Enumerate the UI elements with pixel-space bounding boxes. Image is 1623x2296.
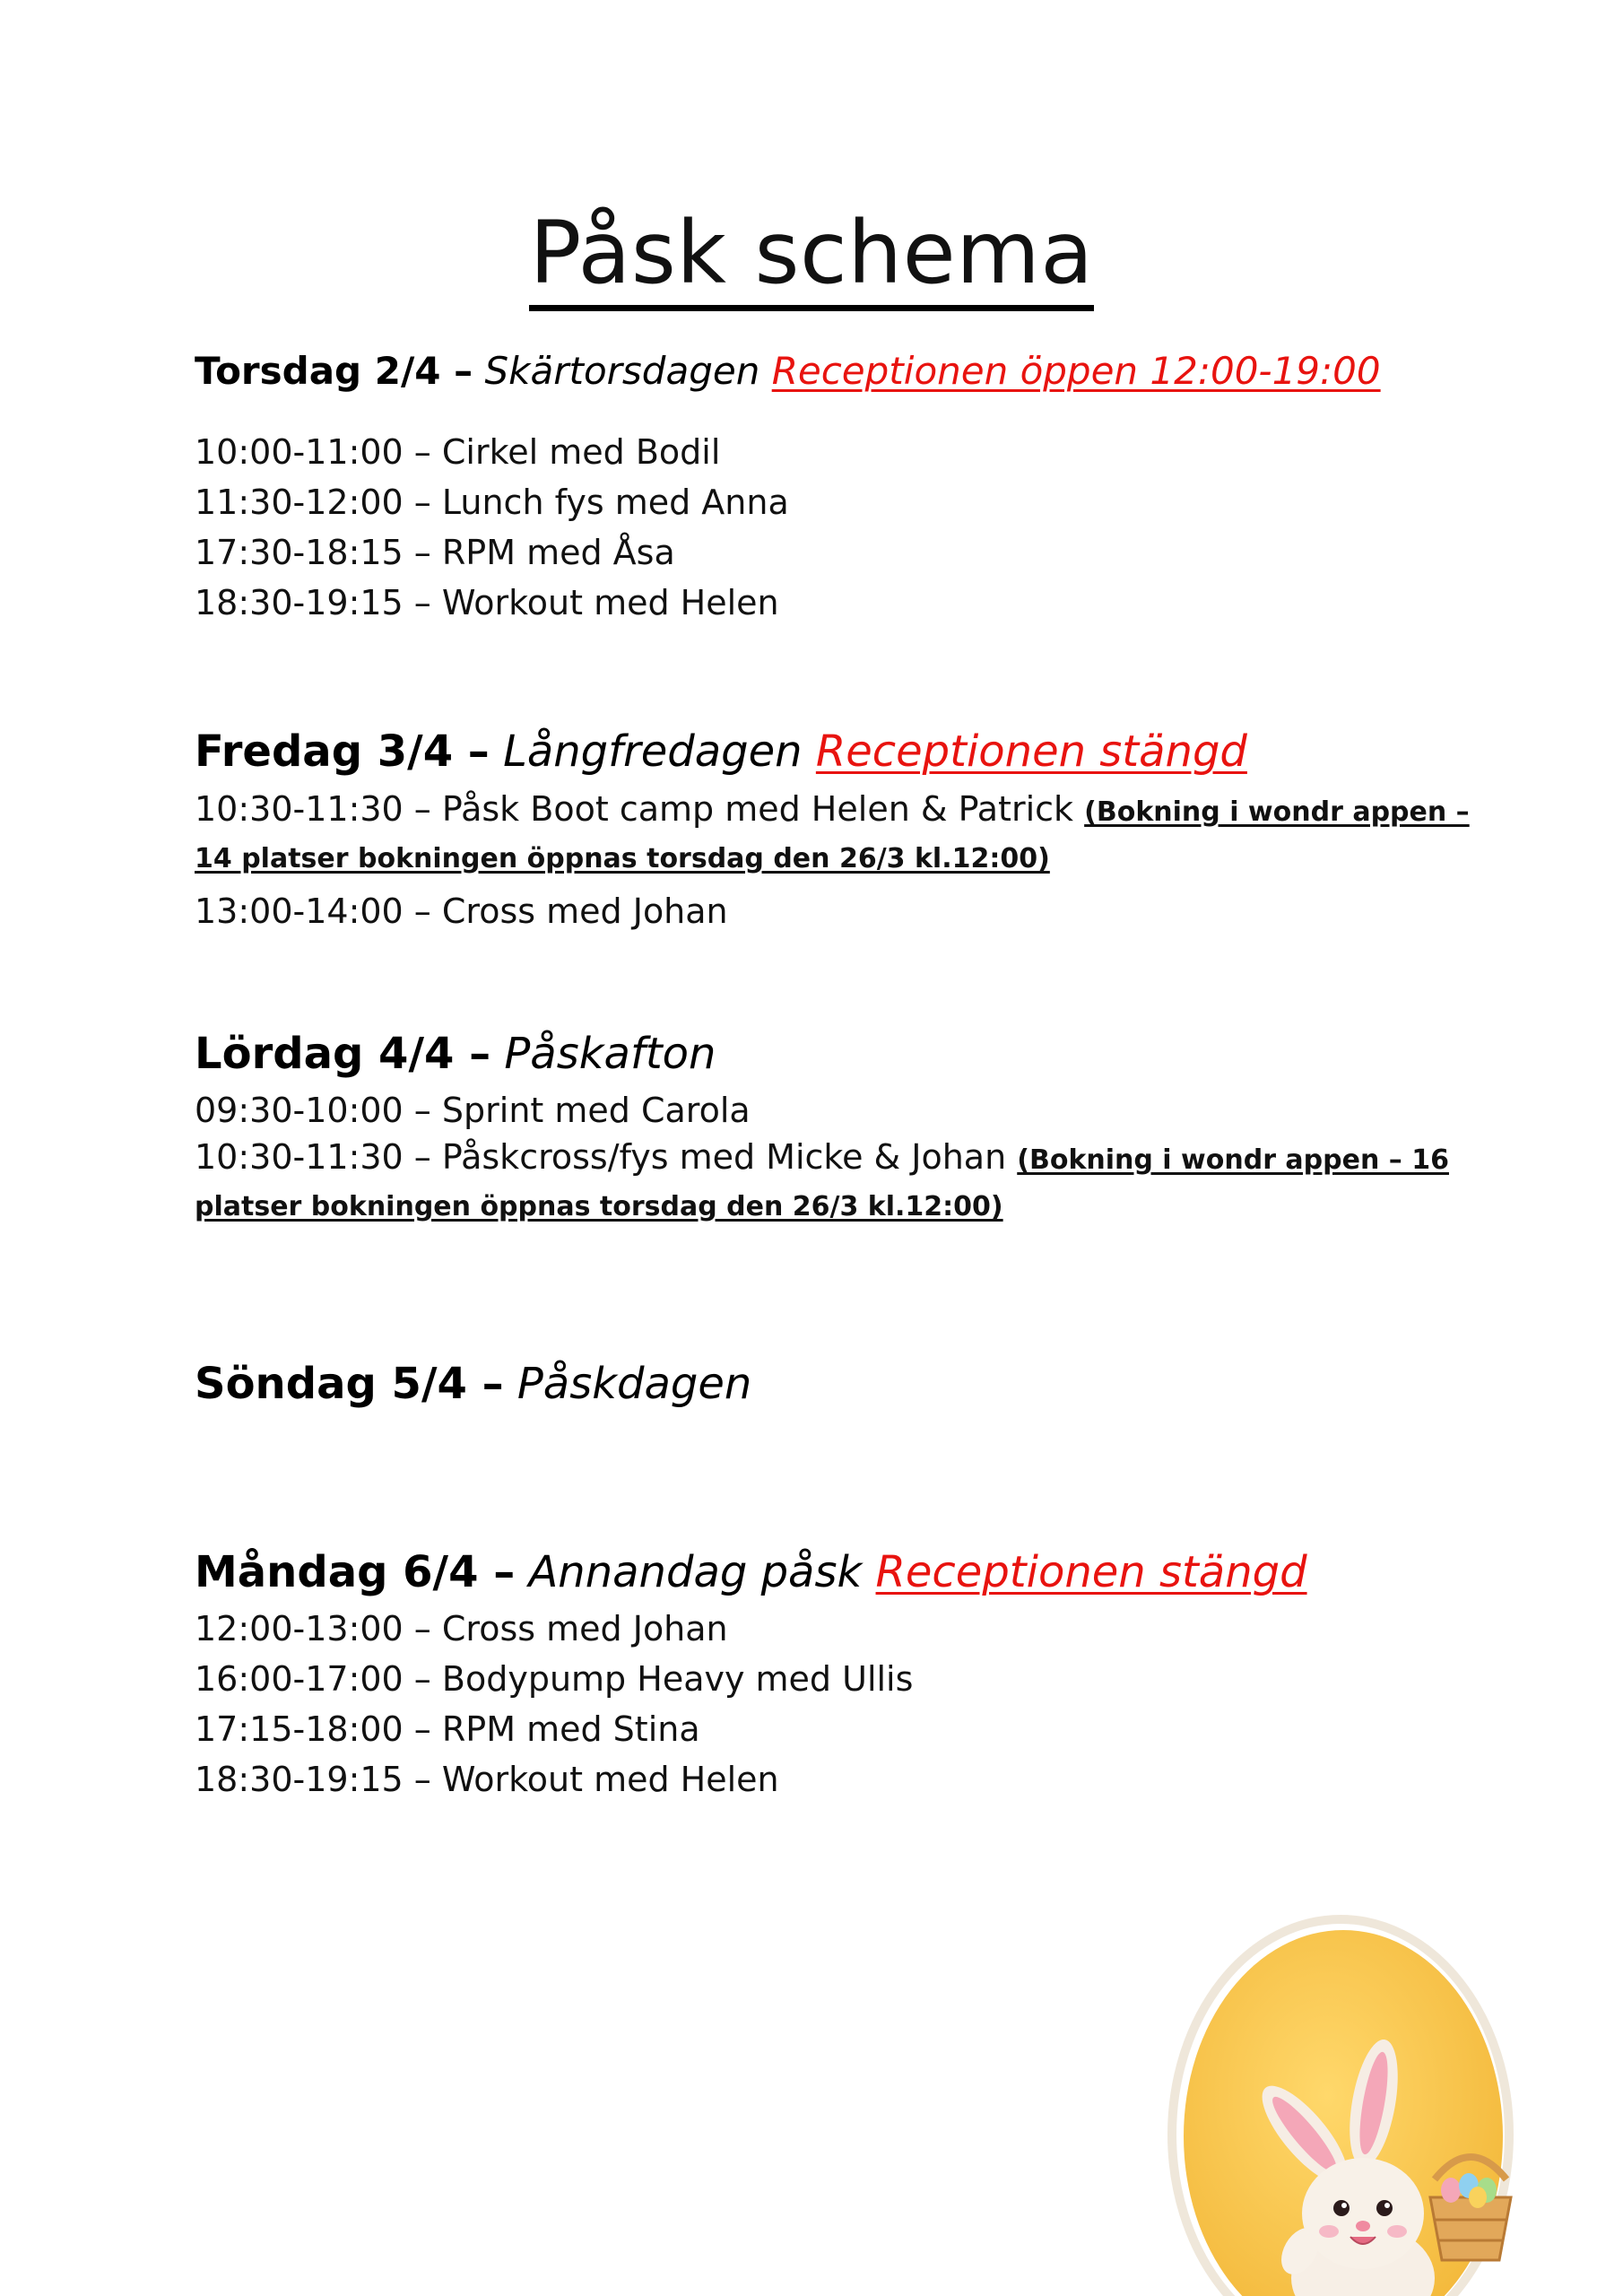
schedule-list-fredag [195,787,1497,936]
day-subtitle: Annandag påsk [528,1547,863,1597]
schedule-list-lordag [195,1085,1497,1229]
day-label: Måndag 6/4 – [195,1547,516,1597]
schedule-item: 12:00-13:00 – Cross med Johan [195,1609,728,1648]
booking-note: (Bokning i wondr appen – 16 platser bokningen öppnas torsdag den 26/3 kl.12:00) [195,1144,1449,1222]
day-label: Torsdag 2/4 – [195,349,473,393]
schedule-item: 13:00-14:00 – Cross med Johan [195,891,728,931]
schedule-item: 10:00-11:00 – Cirkel med Bodil [195,432,721,472]
schedule-item: 18:30-19:15 – Workout med Helen [195,1760,779,1799]
day-heading-mandag [195,1544,1307,1601]
day-subtitle: Påskafton [504,1029,716,1079]
schedule-item [195,787,1497,881]
schedule-item [195,1135,1497,1229]
day-subtitle: Påskdagen [516,1359,752,1409]
schedule-item-text: 10:30-11:30 – Påskcross/fys med Micke & Johan [195,1137,1007,1177]
schedule-list-mandag [195,1604,1497,1805]
day-label: Söndag 5/4 – [195,1359,504,1409]
schedule-item: 16:00-17:00 – Bodypump Heavy med Ullis [195,1659,914,1699]
day-heading-torsdag [195,346,1381,396]
day-subtitle: Långfredagen [503,726,803,777]
schedule-item-text: 10:30-11:30 – Påsk Boot camp med Helen & Patrick [195,789,1074,829]
schedule-item: 17:30-18:15 – RPM med Åsa [195,533,675,572]
schedule-list-torsdag [195,427,1497,628]
day-heading-sondag [195,1355,751,1413]
day-subtitle: Skärtorsdagen [484,349,760,393]
reception-status: Receptionen stängd [875,1547,1307,1597]
schedule-item: 09:30-10:00 – Sprint med Carola [195,1091,751,1130]
schedule-item: 11:30-12:00 – Lunch fys med Anna [195,483,789,522]
day-label: Fredag 3/4 – [195,726,490,777]
page-title: Påsk schema [0,199,1623,307]
reception-status: Receptionen öppen 12:00-19:00 [771,349,1381,393]
schedule-item: 17:15-18:00 – RPM med Stina [195,1709,700,1749]
day-label: Lördag 4/4 – [195,1029,491,1079]
day-heading-lordag [195,1025,716,1083]
reception-status: Receptionen stängd [815,726,1247,777]
schedule-item: 18:30-19:15 – Workout med Helen [195,583,779,622]
easter-bunny-egg-icon [1166,1874,1623,2296]
booking-note: (Bokning i wondr appen – 14 platser bokningen öppnas torsdag den 26/3 kl.12:00) [195,796,1470,874]
day-heading-fredag [195,723,1247,780]
